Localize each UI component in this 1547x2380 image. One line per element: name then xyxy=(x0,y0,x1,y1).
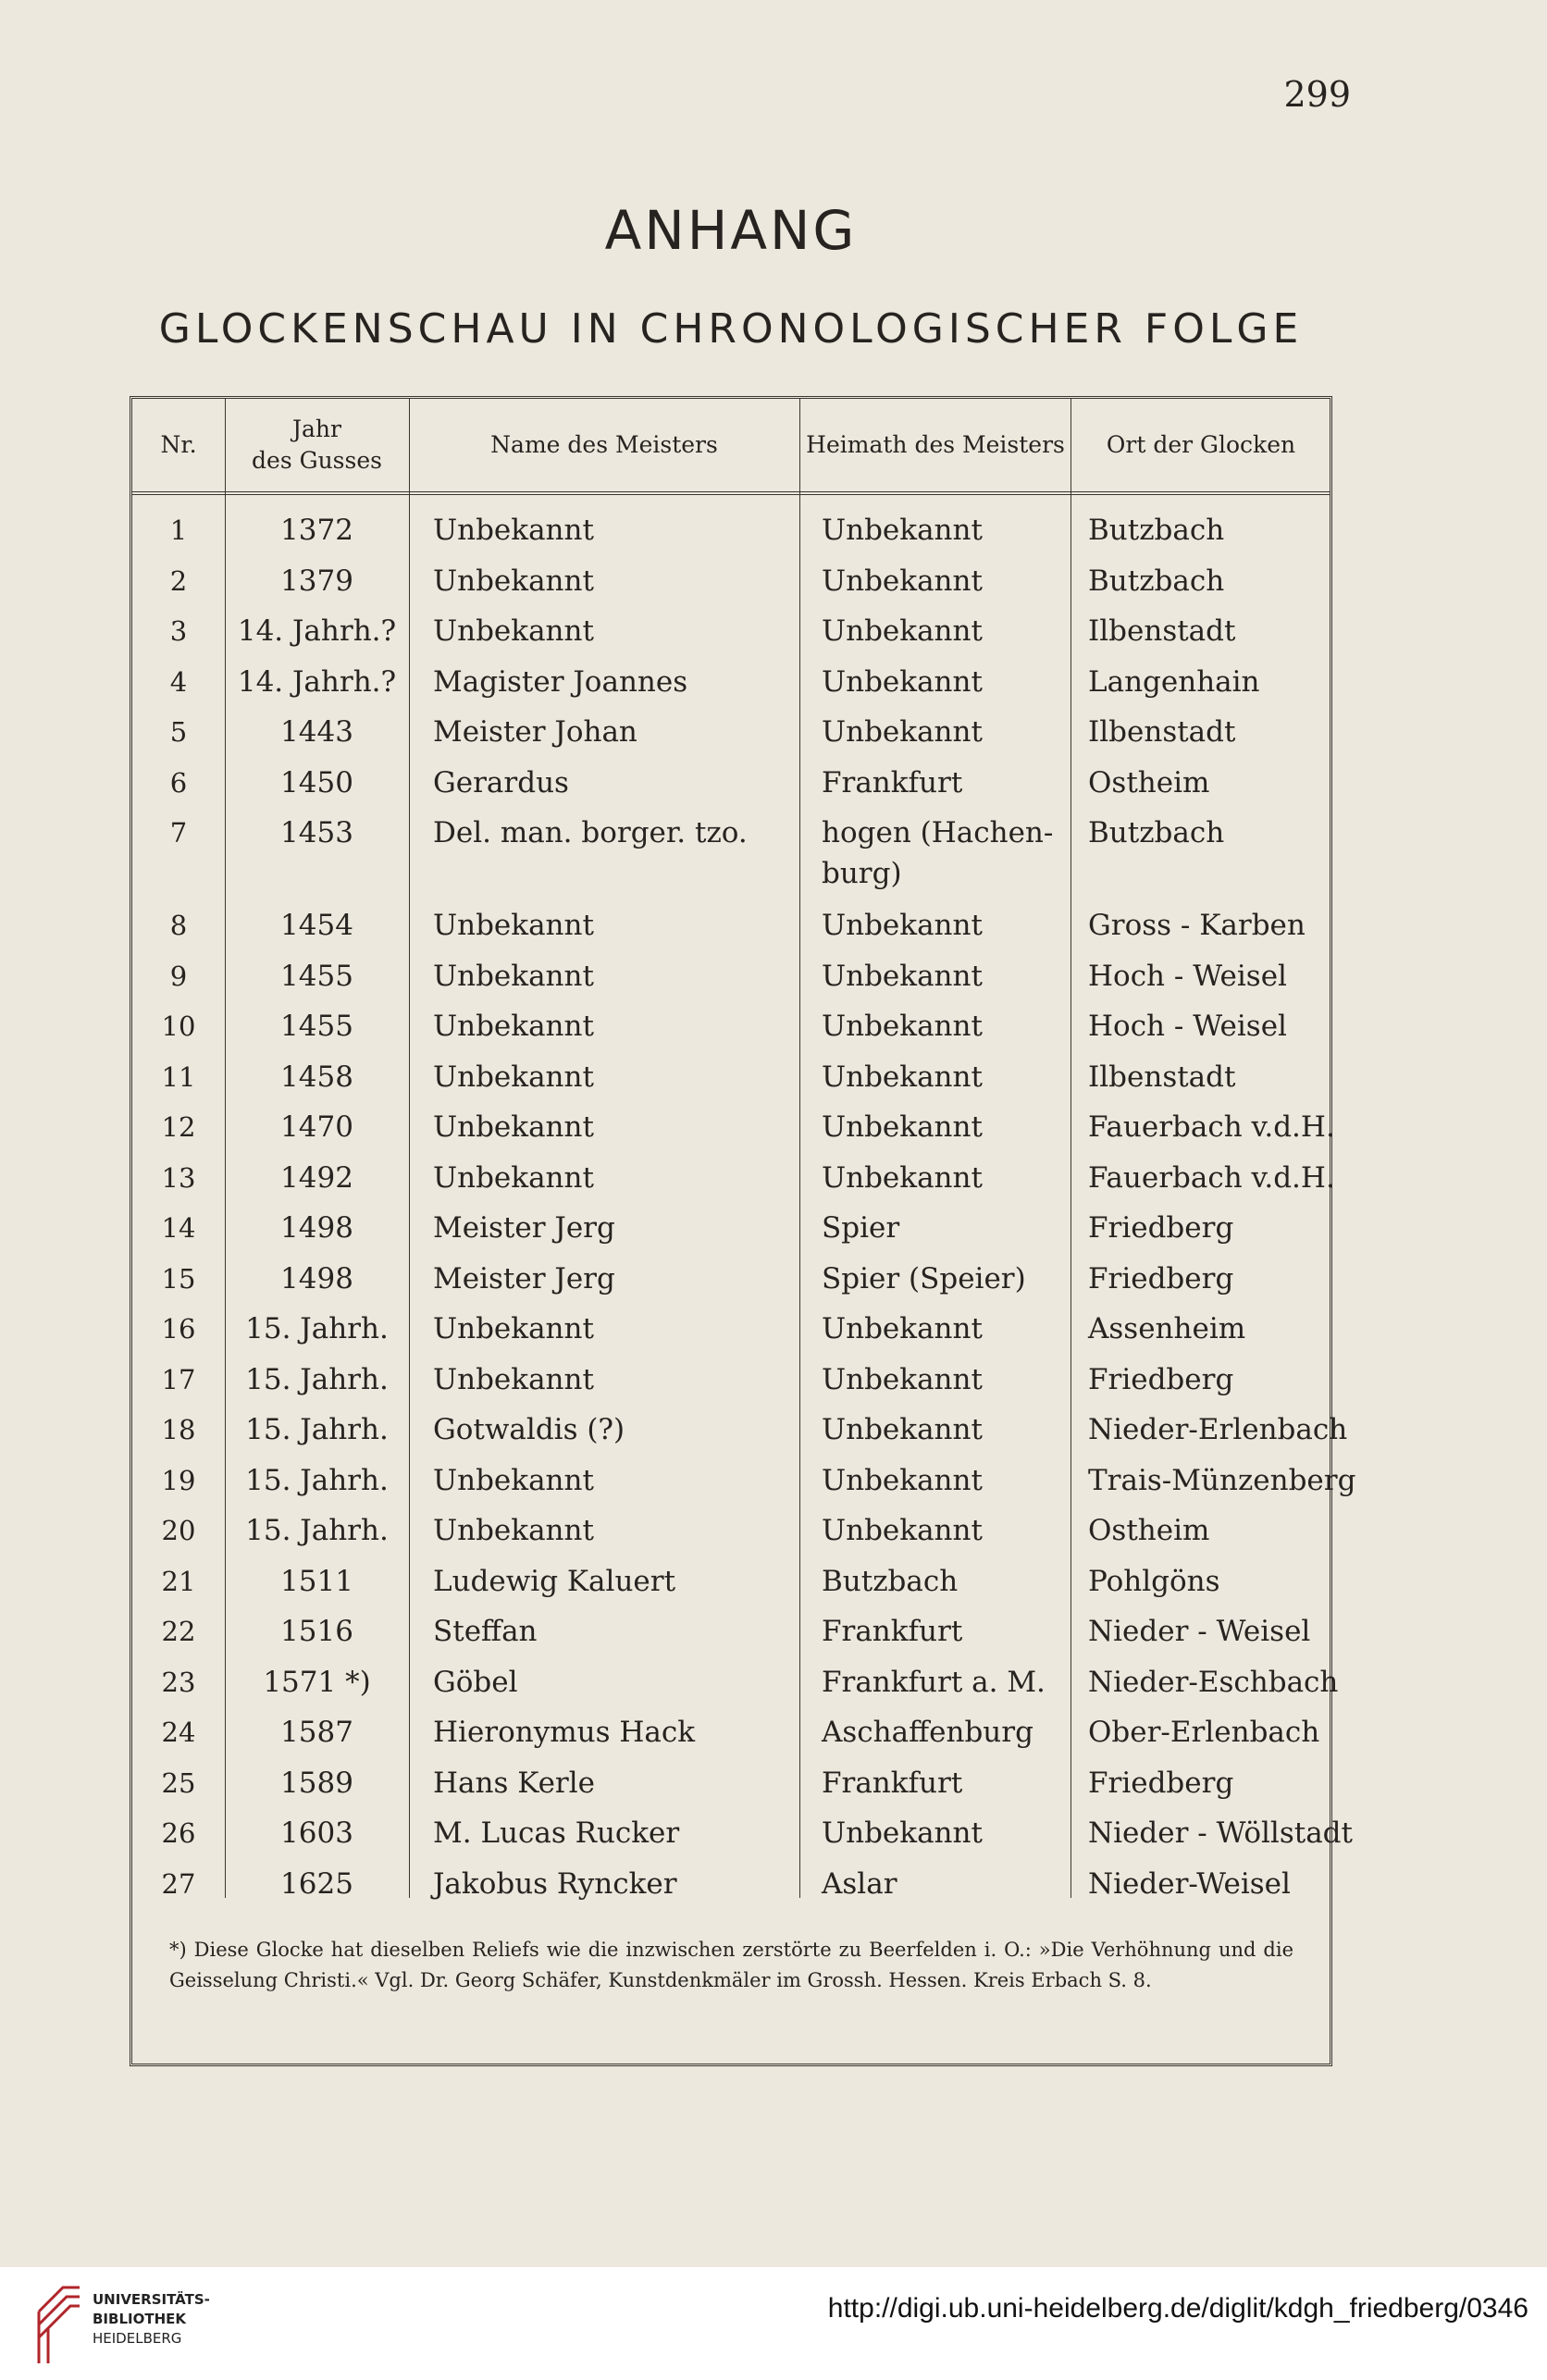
row-master-home: Frankfurt a. M. xyxy=(822,1665,1046,1699)
table-row xyxy=(132,561,1330,612)
row-year: 1492 xyxy=(280,1160,353,1195)
row-year: 1372 xyxy=(280,514,353,547)
footnote: *) Diese Glocke hat dieselben Reliefs wie die inzwischen zerstörte zu Beerfelden i. O.: »Die Verhöhnung und die Geisselung Christi.« Vgl. Dr. Georg Schäfer, Kunstdenkmäler im Grossh. Hessen. Kreis Erbach S. 8. xyxy=(169,1939,1293,1991)
row-nr: 10 xyxy=(161,1010,196,1042)
row-nr: 7 xyxy=(169,817,188,849)
row-master-name: Göbel xyxy=(433,1665,518,1699)
table-row xyxy=(132,1359,1330,1410)
row-master-name: Unbekannt xyxy=(433,614,594,648)
row-master-home: Butzbach xyxy=(822,1564,959,1598)
table-row xyxy=(132,762,1330,813)
row-nr: 3 xyxy=(169,615,188,647)
row-master-home: Unbekannt xyxy=(822,715,983,749)
row-master-home: Unbekannt xyxy=(822,909,983,942)
table-row xyxy=(132,1763,1330,1814)
row-bell-location: Nieder - Wöllstadt xyxy=(1088,1816,1353,1850)
library-logo-icon xyxy=(35,2284,83,2367)
row-nr: 26 xyxy=(161,1817,196,1849)
row-year: 1516 xyxy=(280,1615,353,1648)
table-row xyxy=(132,1813,1353,1864)
row-year: 1498 xyxy=(280,1261,353,1295)
row-master-home: Aschaffenburg xyxy=(822,1716,1033,1749)
table-row xyxy=(132,1308,1330,1359)
row-master-home: Frankfurt xyxy=(822,1766,963,1800)
row-bell-location: Friedberg xyxy=(1088,1261,1234,1295)
row-bell-location: Nieder-Weisel xyxy=(1088,1866,1291,1901)
library-name xyxy=(93,2290,210,2349)
table-row xyxy=(132,812,1330,905)
row-year: 1470 xyxy=(280,1110,353,1144)
row-master-home: Unbekannt xyxy=(822,1413,983,1446)
row-bell-location: Friedberg xyxy=(1088,1362,1234,1396)
row-bell-location: Hoch - Weisel xyxy=(1088,1010,1287,1043)
row-nr: 1 xyxy=(169,514,188,546)
row-year: 15. Jahrh. xyxy=(245,1413,389,1446)
row-master-home: Unbekannt xyxy=(822,1362,983,1396)
row-bell-location: Ilbenstadt xyxy=(1088,614,1236,648)
row-nr: 27 xyxy=(161,1867,196,1900)
row-master-name: Unbekannt xyxy=(433,1060,594,1094)
row-bell-location: Langenhain xyxy=(1088,664,1260,699)
header-year xyxy=(227,399,407,491)
row-year: 1603 xyxy=(280,1816,353,1850)
row-master-name: Gerardus xyxy=(433,765,569,800)
row-master-home: Frankfurt xyxy=(822,765,963,800)
row-bell-location: Ostheim xyxy=(1088,765,1210,800)
row-nr: 19 xyxy=(161,1464,196,1496)
table-row xyxy=(132,1158,1335,1209)
row-master-home: Unbekannt xyxy=(822,564,983,598)
row-master-home: Unbekannt xyxy=(822,1060,983,1094)
table-body xyxy=(132,510,1356,1914)
table-row xyxy=(132,1208,1330,1258)
row-master-name: Hans Kerle xyxy=(433,1766,595,1800)
row-year: 1453 xyxy=(280,816,353,849)
row-year: 1498 xyxy=(280,1211,353,1245)
row-nr: 12 xyxy=(161,1111,196,1143)
library-name-line3: HEIDELBERG xyxy=(93,2330,182,2347)
row-bell-location: Trais-Münzenberg xyxy=(1088,1463,1356,1497)
row-nr: 2 xyxy=(169,564,188,597)
row-nr: 23 xyxy=(161,1666,196,1698)
row-year: 14. Jahrh.? xyxy=(237,614,397,648)
row-year: 1455 xyxy=(280,959,353,993)
row-master-home: Unbekannt xyxy=(822,1463,983,1497)
row-nr: 21 xyxy=(161,1565,196,1597)
header-nr: Nr. xyxy=(160,431,197,459)
table-row xyxy=(132,1057,1330,1108)
row-master-name: Meister Jerg xyxy=(433,1211,615,1245)
row-master-name: Ludewig Kaluert xyxy=(433,1564,676,1598)
row-bell-location: Ilbenstadt xyxy=(1088,715,1236,749)
row-master-name: Unbekannt xyxy=(433,1110,594,1144)
row-nr: 13 xyxy=(161,1161,196,1194)
row-bell-location: Nieder-Erlenbach xyxy=(1088,1413,1348,1446)
row-master-home: Unbekannt xyxy=(822,1816,983,1850)
bell-table xyxy=(130,396,1356,2066)
row-nr: 6 xyxy=(169,766,188,799)
table-row xyxy=(132,1662,1339,1713)
row-nr: 5 xyxy=(169,716,188,748)
page-title: ANHANG xyxy=(604,199,858,262)
row-master-name: Unbekannt xyxy=(433,514,594,547)
row-year: 14. Jahrh.? xyxy=(237,664,397,699)
row-year: 15. Jahrh. xyxy=(245,1463,389,1497)
row-year: 1458 xyxy=(280,1060,353,1094)
row-master-home: Unbekannt xyxy=(822,1312,983,1345)
table-row xyxy=(132,662,1330,713)
row-bell-location: Nieder-Eschbach xyxy=(1088,1665,1339,1699)
row-year: 1589 xyxy=(280,1766,353,1800)
table-row xyxy=(132,1258,1330,1309)
row-master-name: Unbekannt xyxy=(433,1160,594,1195)
row-nr: 17 xyxy=(161,1363,196,1395)
table-row xyxy=(132,1006,1330,1057)
row-nr: 4 xyxy=(169,665,188,698)
library-name-line1: UNIVERSITÄTS- xyxy=(93,2291,210,2308)
row-bell-location: Friedberg xyxy=(1088,1766,1234,1800)
row-master-home: Unbekannt xyxy=(822,614,983,648)
table-row xyxy=(132,1460,1356,1511)
table-row xyxy=(132,1561,1330,1612)
row-bell-location: Butzbach xyxy=(1088,514,1225,547)
table-row xyxy=(132,905,1330,956)
row-master-home: Unbekannt xyxy=(822,1514,983,1547)
row-master-home: Unbekannt xyxy=(822,1110,983,1144)
page-subtitle: GLOCKENSCHAU IN CHRONOLOGISCHER FOLGE xyxy=(158,305,1304,353)
header-year-line2: des Gusses xyxy=(252,447,382,474)
table-row xyxy=(132,1409,1348,1460)
row-year: 1450 xyxy=(280,765,353,800)
row-year: 1625 xyxy=(280,1866,353,1901)
row-master-name: Jakobus Ryncker xyxy=(433,1866,677,1901)
row-master-home: Unbekannt xyxy=(822,514,983,547)
row-bell-location: Butzbach xyxy=(1088,564,1225,598)
row-master-name: Meister Jerg xyxy=(433,1261,615,1295)
row-master-home: Frankfurt xyxy=(822,1615,963,1648)
row-master-name: Gotwaldis (?) xyxy=(433,1413,625,1446)
row-nr: 14 xyxy=(161,1212,196,1244)
row-master-name: Hieronymus Hack xyxy=(433,1716,696,1749)
row-year: 1454 xyxy=(280,909,353,942)
page-number: 299 xyxy=(1283,74,1351,115)
header-year-line1: Jahr xyxy=(292,415,341,443)
table-row xyxy=(132,956,1330,1007)
row-master-name: Unbekannt xyxy=(433,909,594,942)
row-master-name: M. Lucas Rucker xyxy=(433,1816,680,1850)
row-year: 15. Jahrh. xyxy=(245,1362,389,1396)
row-master-home: Unbekannt xyxy=(822,1010,983,1043)
library-footer xyxy=(0,2267,1547,2380)
row-year: 1379 xyxy=(280,564,353,598)
table-row xyxy=(132,1611,1330,1662)
table-row xyxy=(132,1712,1330,1763)
row-bell-location: Ober-Erlenbach xyxy=(1088,1716,1320,1749)
row-bell-location: Nieder - Weisel xyxy=(1088,1615,1311,1648)
row-master-name: Unbekannt xyxy=(433,1312,594,1345)
row-nr: 9 xyxy=(169,960,188,992)
header-name: Name des Meisters xyxy=(490,431,718,459)
source-url-link[interactable]: http://digi.ub.uni-heidelberg.de/diglit/kdgh_friedberg/0346 xyxy=(827,2293,1528,2324)
row-master-home: Unbekannt xyxy=(822,664,983,699)
row-master-name: Unbekannt xyxy=(433,1010,594,1043)
row-master-home: Spier xyxy=(822,1211,900,1245)
row-nr: 15 xyxy=(161,1262,196,1295)
row-nr: 25 xyxy=(161,1766,196,1799)
row-year: 15. Jahrh. xyxy=(245,1514,389,1547)
row-master-name: Unbekannt xyxy=(433,959,594,993)
row-bell-location: Ilbenstadt xyxy=(1088,1060,1236,1094)
row-bell-location: Friedberg xyxy=(1088,1211,1234,1245)
table-row xyxy=(132,1107,1335,1158)
table-row xyxy=(132,1864,1330,1915)
table-row xyxy=(132,611,1330,662)
row-master-home: Unbekannt xyxy=(822,1160,983,1195)
row-year: 1455 xyxy=(280,1010,353,1043)
row-master-name: Unbekannt xyxy=(433,564,594,598)
row-year: 1511 xyxy=(280,1564,353,1598)
row-master-name: Del. man. borger. tzo. xyxy=(433,816,748,849)
row-bell-location: Fauerbach v.d.H. xyxy=(1088,1160,1335,1195)
table-row xyxy=(132,712,1330,762)
header-home: Heimath des Meisters xyxy=(806,431,1065,459)
table-row xyxy=(132,1510,1330,1561)
library-name-line2: BIBLIOTHEK xyxy=(93,2311,186,2327)
table-header xyxy=(132,399,1330,495)
row-bell-location: Ostheim xyxy=(1088,1514,1210,1547)
row-master-name: Magister Joannes xyxy=(433,664,688,699)
row-bell-location: Hoch - Weisel xyxy=(1088,959,1287,993)
row-year: 1571 *) xyxy=(263,1665,371,1699)
row-nr: 20 xyxy=(161,1515,196,1546)
row-year: 1587 xyxy=(280,1716,353,1749)
row-year: 1443 xyxy=(280,715,353,749)
row-bell-location: Butzbach xyxy=(1088,816,1225,849)
row-nr: 18 xyxy=(161,1414,196,1445)
row-master-home: Aslar xyxy=(822,1866,897,1901)
row-year: 15. Jahrh. xyxy=(245,1312,389,1345)
row-nr: 22 xyxy=(161,1616,196,1647)
row-bell-location: Assenheim xyxy=(1088,1312,1246,1345)
row-nr: 11 xyxy=(161,1060,196,1093)
row-master-name: Unbekannt xyxy=(433,1362,594,1396)
row-bell-location: Fauerbach v.d.H. xyxy=(1088,1110,1335,1144)
row-master-name: Unbekannt xyxy=(433,1514,594,1547)
row-nr: 8 xyxy=(169,910,188,941)
row-bell-location: Pohlgöns xyxy=(1088,1564,1220,1598)
row-bell-location: Gross - Karben xyxy=(1088,909,1306,942)
table-row xyxy=(132,510,1330,561)
row-master-home: Spier (Speier) xyxy=(822,1261,1026,1295)
row-nr: 24 xyxy=(161,1717,196,1748)
row-master-name: Steffan xyxy=(433,1615,538,1648)
row-master-home: Unbekannt xyxy=(822,959,983,993)
header-place: Ort der Glocken xyxy=(1106,431,1296,459)
row-nr: 16 xyxy=(161,1313,196,1345)
row-master-name: Unbekannt xyxy=(433,1463,594,1497)
row-master-home: hogen (Hachen- burg) xyxy=(822,816,1054,890)
row-master-name: Meister Johan xyxy=(433,715,637,749)
